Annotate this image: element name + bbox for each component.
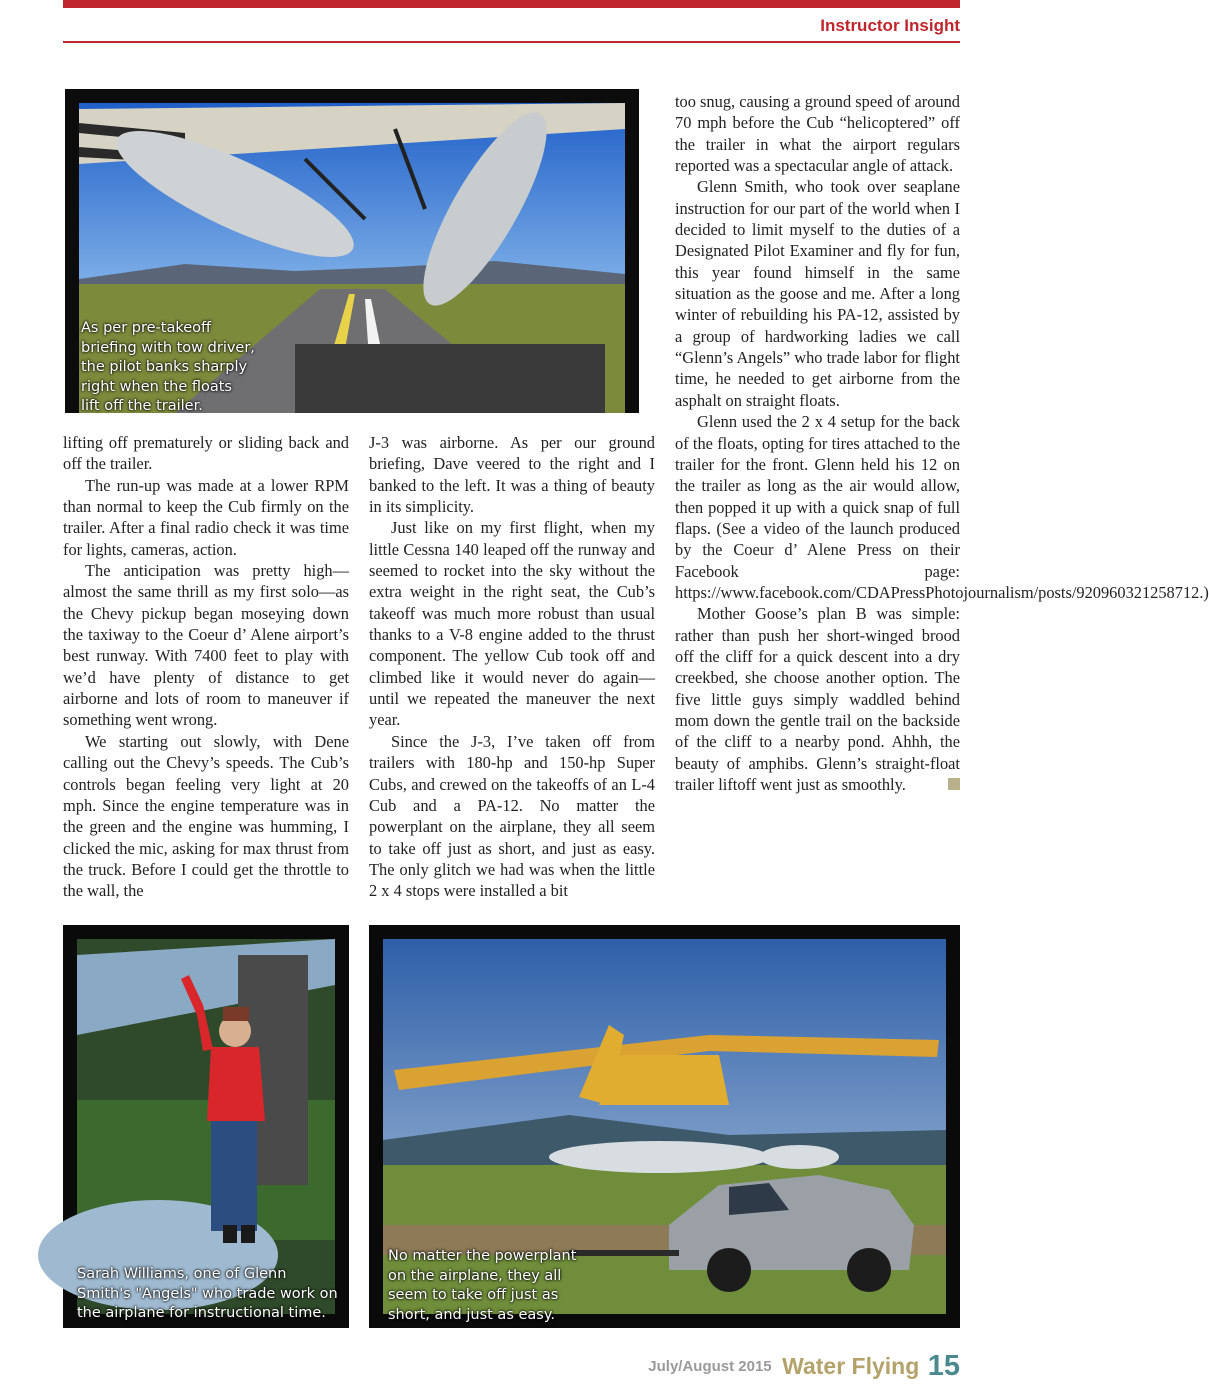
paragraph-text: Mother Goose’s plan B was simple: rather than push her short-winged brood off the cliff for a quick descent into a dry creekbed, she choose another option. The five little guys simply waddled behind mom down the gentle trail on the backside of the cliff to a nearby pond. Ahhh, the beauty of amphibs. Glenn’s straight-float trailer liftoff went just as smoothly. (675, 604, 960, 794)
paragraph: too snug, causing a ground speed of around 70 mph before the Cub “helicoptered” off the trailer in what the airport regulars reported was a spectacular angle of attack. (675, 92, 960, 176)
photo-sarah-williams (63, 925, 349, 1328)
section-title: Instructor Insight (820, 16, 960, 35)
paragraph: The run-up was made at a lower RPM than normal to keep the Cub firmly on the trailer. After a final radio check it was time for lights, cameras, action. (63, 475, 349, 559)
paragraph: Glenn Smith, who took over seaplane instruction for our part of the world when I decided to limit myself to the duties of a Designated Pilot Examiner and fly for fun, this year found himself in the same situation as the goose and me. After a long winter of rebuilding his PA-12, assisted by a group of hardworking ladies we call “Glenn’s Angels” who trade labor for flight time, he needed to get airborne from the asphalt on straight floats. (675, 177, 960, 410)
page-number: 15 (927, 1350, 960, 1382)
text-column-3 (675, 91, 1209, 795)
text-column-2 (369, 432, 655, 902)
paragraph: The anticipation was pretty high—almost the same thrill as my first solo—as the Chevy pickup began moseying down the taxiway to the Coeur d’ Alene airport’s best runway. With 7400 feet to play with we’d have plenty of distance to get airborne and lots of room to maneuver if something went wrong. (63, 561, 349, 730)
paragraph: We starting out slowly, with Dene calling out the Chevy’s speeds. The Cub’s controls began feeling very light at 20 mph. Since the engine temperature was in the green and the engine was humming, I clicked the mic, asking for max thrust from the truck. Before I could get the throttle to the wall, the (63, 731, 349, 901)
page-footer (648, 1350, 960, 1383)
paragraph: Since the J-3, I’ve taken off from trailers with 180-hp and 150-hp Super Cubs, and crewed on the takeoffs of an L-4 Cub and a PA-12. No matter the powerplant on the airplane, they all seem to take off just as short, and just as easy. The only glitch we had was when the little 2 x 4 stops were installed a bit (369, 731, 655, 901)
paragraph: lifting off prematurely or sliding back and off the trailer. (63, 433, 349, 474)
paragraph (675, 603, 960, 795)
header-rule (63, 41, 960, 43)
magazine-name: Water Flying (782, 1353, 920, 1379)
paragraph: J-3 was airborne. As per our ground briefing, Dave veered to the right and I banked to the left. It was a thing of beauty in its simplicity. (369, 433, 655, 517)
photo-trailer-takeoff (65, 89, 639, 413)
issue-date: July/August 2015 (648, 1358, 772, 1375)
photo-caption: No matter the powerplant on the airplane, they all seem to take off just as short, and just as easy. (388, 1248, 577, 1323)
end-of-article-mark (948, 778, 960, 790)
top-color-bar (63, 0, 960, 8)
text-column-1 (63, 432, 349, 902)
photo-pa12-truck (369, 925, 960, 1328)
paragraph: Glenn used the 2 x 4 setup for the back of the floats, opting for tires attached to the trailer for the front. Glenn held his 12 on the trailer as long as the air would allow, then popped it up with a quick snap of full flaps. (See a video of the launch produced by the Coeur d’ Alene Press on their Facebook page: https://www.facebook.com/CDAPressPhotojournalism/posts/920960321258712.) (675, 412, 1209, 602)
photo-caption: As per pre-takeoff briefing with tow driver, the pilot banks sharply right when the floats lift off the trailer. (81, 320, 255, 414)
photo-caption: Sarah Williams, one of Glenn Smith's "Angels" who trade work on the airplane for instructional time. (77, 1266, 338, 1321)
paragraph: Just like on my first flight, when my little Cessna 140 leaped off the runway and seemed to rocket into the sky without the extra weight in the right seat, the Cub’s takeoff was much more robust than usual thanks to a V-8 engine added to the thrust component. The yellow Cub took off and climbed like it would never do again—until we repeated the maneuver the next year. (369, 518, 655, 730)
